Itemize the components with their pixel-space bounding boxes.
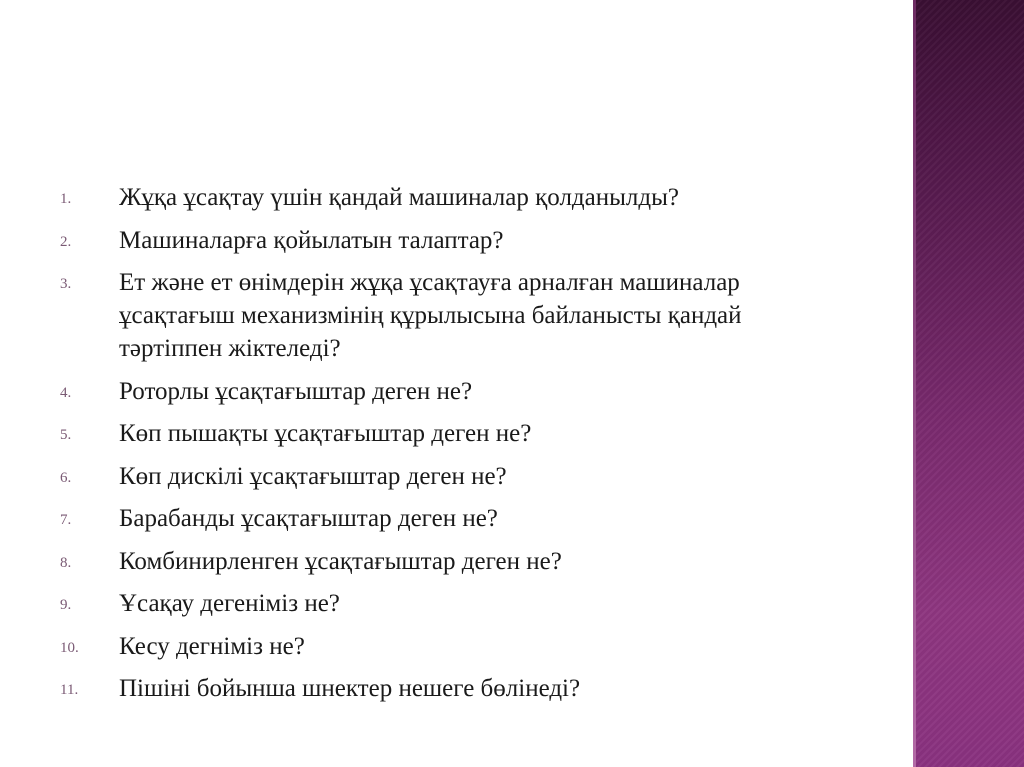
list-item bbox=[0, 502, 900, 535]
list-item-text: Пішіні бойынша шнектер нешеге бөлінеді? bbox=[119, 675, 581, 702]
list-item-number: 11. bbox=[60, 682, 79, 698]
list-item bbox=[0, 460, 900, 493]
list-item-text: Машиналарға қойылатын талаптар? bbox=[119, 226, 504, 254]
list-item-number: 8. bbox=[60, 554, 72, 571]
list-item bbox=[0, 224, 900, 257]
list-item-number: 6. bbox=[60, 469, 72, 486]
list-item-number: 10. bbox=[60, 639, 79, 656]
list-item-text: Кесу дегніміз не? bbox=[119, 632, 305, 660]
list-item-number: 7. bbox=[60, 512, 72, 528]
list-item-text: Жұқа ұсақтау үшін қандай машиналар қолданылды? bbox=[119, 184, 679, 211]
list-item bbox=[0, 181, 900, 214]
list-item bbox=[0, 375, 900, 408]
list-item-number: 1. bbox=[60, 191, 72, 207]
list-item-text: Көп пышақты ұсақтағыштар деген не? bbox=[119, 420, 532, 447]
list-item-number: 2. bbox=[60, 233, 72, 250]
list-item-text: Барабанды ұсақтағыштар деген не? bbox=[119, 505, 498, 532]
list-item-text: Көп дискілі ұсақтағыштар деген не? bbox=[119, 462, 507, 490]
list-item bbox=[0, 587, 900, 620]
list-item-text: Комбинирленген ұсақтағыштар деген не? bbox=[119, 547, 562, 575]
list-item-number: 3. bbox=[60, 276, 72, 292]
list-item-number: 9. bbox=[60, 597, 72, 613]
list-item bbox=[0, 417, 900, 450]
list-item bbox=[0, 545, 900, 578]
list-item-text: Ет және ет өнімдерін жұқа ұсақтауға арналған машиналар ұсақтағыш механизмінің құрылысына байланысты қандай тәртіппен жіктеледі? bbox=[119, 269, 742, 362]
list-item-number: 4. bbox=[60, 384, 72, 401]
list-item-text: Ұсақау дегеніміз не? bbox=[119, 590, 340, 617]
list-item bbox=[0, 630, 900, 663]
decorative-side-band bbox=[913, 0, 1024, 767]
question-list bbox=[0, 181, 900, 715]
list-item-text: Роторлы ұсақтағыштар деген не? bbox=[119, 377, 473, 405]
list-item-number: 5. bbox=[60, 427, 72, 443]
list-item bbox=[0, 266, 900, 365]
list-item bbox=[0, 672, 900, 705]
